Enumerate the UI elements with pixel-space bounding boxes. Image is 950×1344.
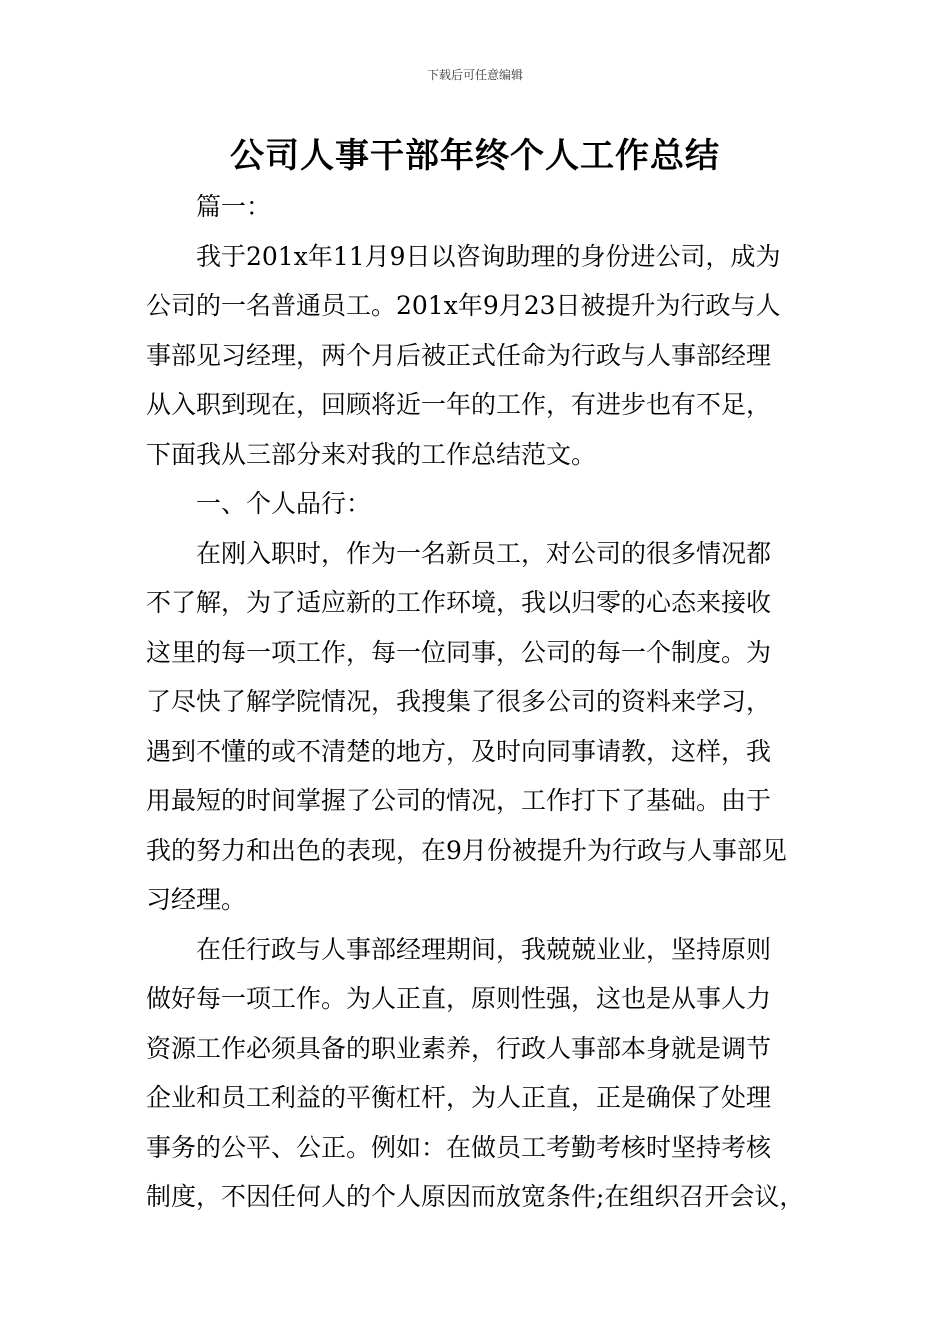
text-line: 不了解，为了适应新的工作环境，我以归零的心态来接收 [146, 588, 772, 617]
text-line: 在任行政与人事部经理期间，我兢兢业业，坚持原则 [196, 934, 772, 964]
paragraph [146, 925, 816, 1222]
text-line: 企业和员工利益的平衡杠杆，为人正直，正是确保了处理 [146, 1083, 772, 1112]
paragraph [146, 232, 816, 480]
text-line: 在刚入职时，作为一名新员工，对公司的很多情况都 [196, 538, 772, 568]
text-line: 我的努力和出色的表现，在9月份被提升为行政与人事部见 [146, 835, 787, 865]
text-line: 资源工作必须具备的职业素养，行政人事部本身就是调节 [146, 1033, 772, 1063]
header-note: 下载后可任意编辑 [426, 68, 523, 82]
text-line: 这里的每一项工作，每一位同事，公司的每一个制度。为 [146, 637, 772, 667]
text-line: 制度，不因任何人的个人原因而放宽条件;在组织召开会议， [146, 1182, 805, 1211]
document-body [146, 182, 816, 1222]
paragraph [146, 529, 816, 925]
section-heading [146, 479, 816, 529]
text-line: 篇一： [196, 192, 272, 221]
text-line: 一、个人品行： [196, 489, 372, 518]
text-line: 做好每一项工作。为人正直，原则性强，这也是从事人力 [146, 984, 772, 1013]
text-line: 用最短的时间掌握了公司的情况，工作打下了基础。由于 [146, 786, 772, 815]
text-line: 习经理。 [146, 885, 247, 914]
section-label [146, 182, 816, 232]
text-line: 遇到不懂的或不清楚的地方，及时向同事请教，这样，我 [146, 736, 772, 766]
text-line: 下面我从三部分来对我的工作总结范文。 [146, 439, 597, 469]
text-line: 公司的一名普通员工。201x年9月23日被提升为行政与人 [146, 291, 781, 320]
text-line: 事部见习经理，两个月后被正式任命为行政与人事部经理 [146, 340, 772, 370]
text-line: 从入职到现在，回顾将近一年的工作，有进步也有不足， [146, 390, 772, 419]
text-line: 我于201x年11月9日以咨询助理的身份进公司，成为 [196, 241, 781, 271]
text-line: 事务的公平、公正。例如：在做员工考勤考核时坚持考核 [146, 1132, 772, 1162]
text-line: 了尽快了解学院情况，我搜集了很多公司的资料来学习， [146, 687, 772, 716]
document-title: 公司人事干部年终个人工作总结 [230, 136, 720, 176]
